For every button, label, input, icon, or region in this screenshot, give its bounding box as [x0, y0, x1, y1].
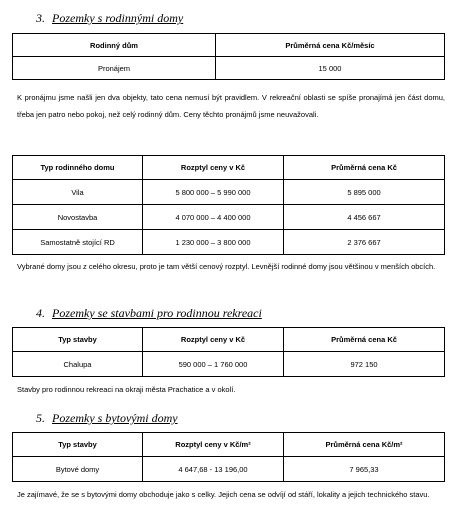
table-header-row: [13, 328, 445, 352]
table-cell: Samostatně stojící RD: [13, 230, 143, 255]
section-heading-3: [36, 11, 183, 25]
table-cell: 1 230 000 – 3 800 000: [143, 230, 284, 255]
paragraph-apartment-note: Je zajímavé, že se s bytovými domy obchoduje jako s celky. Jejich cena se odvíjí od stáří, lokality a jejich technického stavu.: [17, 490, 430, 499]
column-header: Typ rodinného domu: [13, 156, 143, 180]
column-header: Průměrná cena Kč: [284, 328, 445, 352]
table-header-row: [13, 34, 445, 57]
table-cell: Pronájem: [13, 57, 216, 80]
table-cell: 5 895 000: [284, 180, 445, 205]
column-header: Rodinný dům: [13, 34, 216, 57]
section-title: Pozemky s bytovými domy: [52, 411, 178, 425]
table-header-row: [13, 156, 445, 180]
table-cell: Novostavba: [13, 205, 143, 230]
table-header-row: [13, 433, 445, 457]
section-title: Pozemky se stavbami pro rodinnou rekreaci: [52, 306, 262, 320]
table-recreation: [12, 327, 445, 377]
paragraph-recreation-note: Stavby pro rodinnou rekreaci na okraji města Prachatice a v okolí.: [17, 385, 236, 394]
section-number: 5.: [36, 411, 45, 425]
column-header: Typ stavby: [13, 328, 143, 352]
column-header: Průměrná cena Kč/měsíc: [216, 34, 445, 57]
table-row: [13, 180, 445, 205]
table-cell: Chalupa: [13, 352, 143, 377]
section-number: 3.: [36, 11, 45, 25]
column-header: Průměrná cena Kč/m²: [284, 433, 445, 457]
table-row: [13, 205, 445, 230]
section-title: Pozemky s rodinnými domy: [52, 11, 184, 25]
column-header: Typ stavby: [13, 433, 143, 457]
table-family-houses: [12, 155, 445, 255]
table-apartment-buildings: [12, 432, 445, 482]
table-cell: 4 647,68 - 13 196,00: [143, 457, 284, 482]
section-heading-5: [36, 411, 178, 425]
column-header: Rozptyl ceny v Kč: [143, 328, 284, 352]
section-number: 4.: [36, 306, 45, 320]
table-cell: 5 800 000 – 5 990 000: [143, 180, 284, 205]
table-cell: 4 456 667: [284, 205, 445, 230]
table-cell: 15 000: [216, 57, 445, 80]
table-cell: 2 376 667: [284, 230, 445, 255]
table-cell: Vila: [13, 180, 143, 205]
table-row: [13, 352, 445, 377]
table-rental: [12, 33, 445, 80]
column-header: Průměrná cena Kč: [284, 156, 445, 180]
table-cell: 972 150: [284, 352, 445, 377]
table-cell: 590 000 – 1 760 000: [143, 352, 284, 377]
column-header: Rozptyl ceny v Kč: [143, 156, 284, 180]
paragraph-rental-note: K pronájmu jsme našli jen dva objekty, tato cena nemusí být pravidlem. V rekreační oblasti se spíše pronajímá jen část domu, třeba jen patro nebo pokoj, než celý rodinný dům. Ceny těchto pronájmů jsme neuvažovali.: [17, 93, 445, 119]
table-row: [13, 457, 445, 482]
table-row: [13, 57, 445, 80]
column-header: Rozptyl ceny v Kč/m²: [143, 433, 284, 457]
section-heading-4: [36, 306, 262, 320]
paragraph-family-houses-note: Vybrané domy jsou z celého okresu, proto je tam větší cenový rozptyl. Levnější rodinné domy jsou většinou v menších obcích.: [17, 262, 436, 271]
table-cell: 4 070 000 – 4 400 000: [143, 205, 284, 230]
table-row: [13, 230, 445, 255]
table-cell: 7 965,33: [284, 457, 445, 482]
table-cell: Bytové domy: [13, 457, 143, 482]
